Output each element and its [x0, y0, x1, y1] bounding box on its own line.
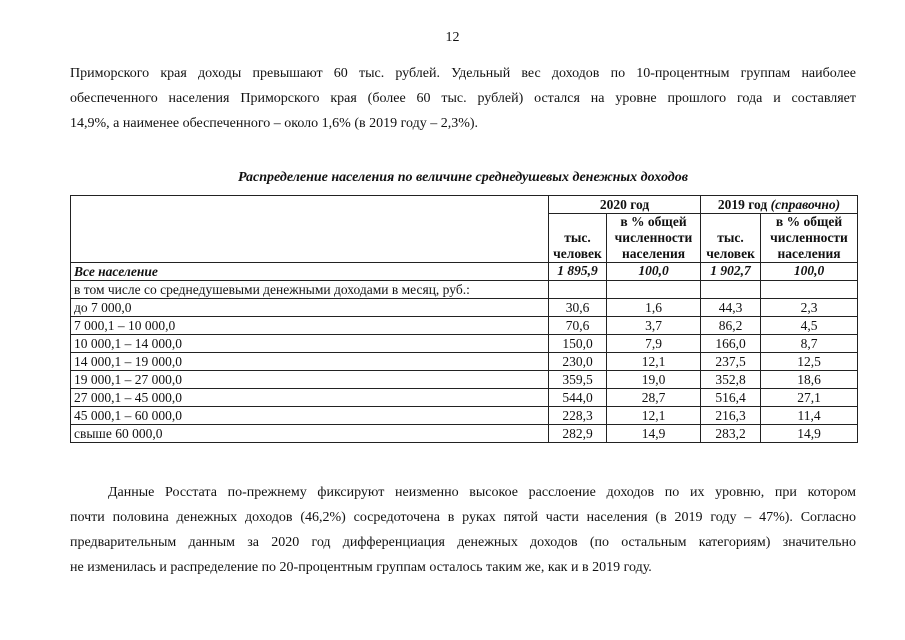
- table-row: [71, 317, 858, 335]
- row-label: 27 000,1 – 45 000,0: [71, 389, 549, 407]
- row-label: до 7 000,0: [71, 299, 549, 317]
- cell-2019-percent: 4,5: [761, 317, 858, 335]
- page-number: 12: [445, 30, 460, 45]
- cell-2020-percent: 1,6: [607, 299, 701, 317]
- cell-2020-people: 230,0: [549, 353, 607, 371]
- row-label: 7 000,1 – 10 000,0: [71, 317, 549, 335]
- cell-2020-percent: 12,1: [607, 353, 701, 371]
- cell-2019-percent: 12,5: [761, 353, 858, 371]
- table-row: [71, 371, 858, 389]
- cell-2020-people: 282,9: [549, 425, 607, 443]
- header-percent-2019: в % общей численности населения: [761, 214, 858, 263]
- cell-2020-people: 544,0: [549, 389, 607, 407]
- table-row-total: [71, 263, 858, 281]
- cell-2019-people: 166,0: [701, 335, 761, 353]
- header-percent-2020: в % общей численности населения: [607, 214, 701, 263]
- cell-2020-people: 359,5: [549, 371, 607, 389]
- cell-2020-people: 228,3: [549, 407, 607, 425]
- table-row: [71, 407, 858, 425]
- cell-2020-percent: 3,7: [607, 317, 701, 335]
- table-row: [71, 425, 858, 443]
- header-thousands-2020: тыс. человек: [549, 214, 607, 263]
- intro-line: Приморского края доходы превышают 60 тыс. рублей. Удельный вес доходов по 10-процентным группам наиболее: [70, 66, 856, 81]
- cell-2019-people: 237,5: [701, 353, 761, 371]
- header-2019-year: 2019 год: [717, 197, 768, 212]
- conclusion-line: предварительным данным за 2020 год дифференциация денежных доходов (по остальным категориям) значительно: [70, 535, 856, 550]
- table-row: [71, 335, 858, 353]
- table-row: [71, 299, 858, 317]
- cell-2019-people: 283,2: [701, 425, 761, 443]
- cell-2020-people: 150,0: [549, 335, 607, 353]
- conclusion-line: Данные Росстата по-прежнему фиксируют неизменно высокое расслоение доходов по их уровню, при котором: [108, 485, 856, 500]
- header-row-years: [71, 196, 858, 214]
- cell-2019-people: 1 902,7: [701, 263, 761, 281]
- conclusion-line: почти половина денежных доходов (46,2%) сосредоточена в руках пятой части населения (в 2019 году – 47%). Согласно: [70, 510, 856, 525]
- cell-2019-percent: 27,1: [761, 389, 858, 407]
- table-row: [71, 353, 858, 371]
- row-label: 10 000,1 – 14 000,0: [71, 335, 549, 353]
- cell-2020-percent: 100,0: [607, 263, 701, 281]
- row-label: 45 000,1 – 60 000,0: [71, 407, 549, 425]
- cell-2020-percent: 14,9: [607, 425, 701, 443]
- cell-2019-people: 352,8: [701, 371, 761, 389]
- row-subheading-label: в том числе со среднедушевыми денежными доходами в месяц, руб.:: [71, 281, 549, 299]
- cell-2020-people: 30,6: [549, 299, 607, 317]
- cell-2020-percent: 7,9: [607, 335, 701, 353]
- cell-2019-percent: 100,0: [761, 263, 858, 281]
- cell-2019-people: 86,2: [701, 317, 761, 335]
- row-label: Все население: [71, 263, 549, 281]
- income-distribution-table: [70, 195, 858, 443]
- header-corner-cell: [71, 196, 549, 263]
- cell-2019-percent: 2,3: [761, 299, 858, 317]
- header-2020: 2020 год: [549, 196, 701, 214]
- intro-paragraph: [70, 61, 856, 136]
- cell-2020-people: 1 895,9: [549, 263, 607, 281]
- cell-2020-percent: 19,0: [607, 371, 701, 389]
- intro-line: 14,9%, а наименее обеспеченного – около 1,6% (в 2019 году – 2,3%).: [70, 116, 479, 131]
- cell-2019-percent: 14,9: [761, 425, 858, 443]
- table-row: [71, 389, 858, 407]
- header-2019-note: (справочно): [770, 197, 841, 212]
- header-thousands-2019: тыс. человек: [701, 214, 761, 263]
- intro-line: обеспеченного населения Приморского края (более 60 тыс. рублей) остался на уровне прошлого года и составляет: [70, 91, 856, 106]
- conclusion-line: не изменилась и распределение по 20-процентным группам осталось таким же, как и в 2019 году.: [70, 560, 652, 575]
- cell-2019-people: 44,3: [701, 299, 761, 317]
- table-title: Распределение населения по величине среднедушевых денежных доходов: [238, 170, 688, 185]
- conclusion-paragraph: [70, 480, 856, 580]
- cell-2020-percent: 12,1: [607, 407, 701, 425]
- cell-2019-percent: 8,7: [761, 335, 858, 353]
- cell-2019-percent: 18,6: [761, 371, 858, 389]
- cell-2019-people: 216,3: [701, 407, 761, 425]
- row-label: 19 000,1 – 27 000,0: [71, 371, 549, 389]
- cell-2019-percent: 11,4: [761, 407, 858, 425]
- header-2019: [701, 196, 858, 214]
- table-row-subheading: [71, 281, 858, 299]
- row-label: свыше 60 000,0: [71, 425, 549, 443]
- cell-2020-people: 70,6: [549, 317, 607, 335]
- cell-2020-percent: 28,7: [607, 389, 701, 407]
- cell-2019-people: 516,4: [701, 389, 761, 407]
- row-label: 14 000,1 – 19 000,0: [71, 353, 549, 371]
